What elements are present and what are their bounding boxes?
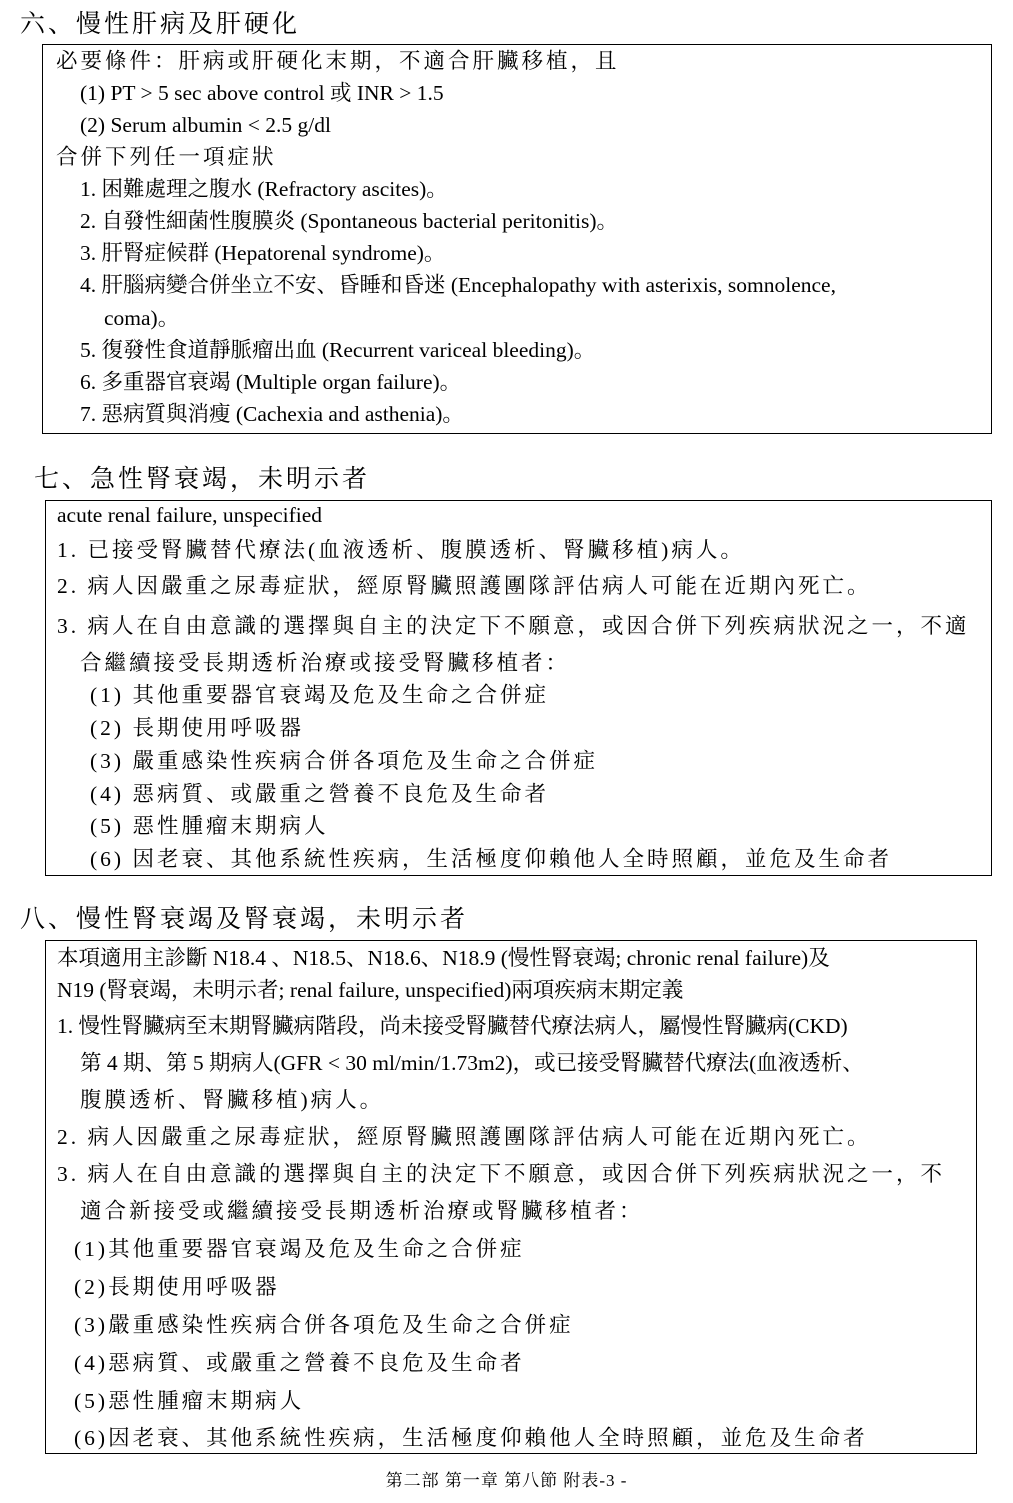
section-8-list-item-cont: 適合新接受或繼續接受長期透析治療或腎臟移植者： bbox=[80, 1199, 644, 1223]
section-7-sub-item: (2) 長期使用呼吸器 bbox=[90, 716, 304, 740]
section-6-list-item: 3. 肝腎症候群 (Hepatorenal syndrome)。 bbox=[80, 241, 446, 265]
section-8-sub-item: (5)惡性腫瘤末期病人 bbox=[74, 1389, 305, 1413]
section-8-line: N19 (腎衰竭，未明示者; renal failure, unspecified)兩項疾病末期定義 bbox=[57, 978, 684, 1002]
section-8-sub-item: (2)長期使用呼吸器 bbox=[74, 1275, 280, 1299]
section-8-list-item-cont: 第 4 期、第 5 期病人(GFR < 30 ml/min/1.73m2)，或已接受腎臟替代療法(血液透析、 bbox=[80, 1051, 864, 1075]
section-8-title: 八、慢性腎衰竭及腎衰竭，未明示者 bbox=[20, 906, 469, 933]
section-6-line: (1) PT > 5 sec above control 或 INR > 1.5 bbox=[80, 81, 444, 105]
section-7-list-item: 2. 病人因嚴重之尿毒症狀，經原腎臟照護團隊評估病人可能在近期內死亡。 bbox=[57, 574, 872, 598]
section-6-line: 必要條件：肝病或肝硬化末期，不適合肝臟移植，且 bbox=[56, 49, 620, 73]
section-6-list-item: 2. 自發性細菌性腹膜炎 (Spontaneous bacterial peritonitis)。 bbox=[80, 209, 619, 233]
section-6-title: 六、慢性肝病及肝硬化 bbox=[20, 11, 301, 38]
section-6-list-item: 4. 肝腦病變合併坐立不安、昏睡和昏迷 (Encephalopathy with asterixis, somnolence, bbox=[80, 273, 836, 297]
section-7-sub-item: (3) 嚴重感染性疾病合併各項危及生命之合併症 bbox=[90, 749, 598, 773]
section-7-sub-item: (4) 惡病質、或嚴重之營養不良危及生命者 bbox=[90, 782, 549, 806]
section-8-list-item: 1. 慢性腎臟病至末期腎臟病階段，尚未接受腎臟替代療法病人，屬慢性腎臟病(CKD) bbox=[57, 1014, 848, 1038]
section-7-sub-item: (1) 其他重要器官衰竭及危及生命之合併症 bbox=[90, 683, 549, 707]
section-8-list-item: 3. 病人在自由意識的選擇與自主的決定下不願意，或因合併下列疾病狀況之一，不 bbox=[57, 1162, 946, 1186]
section-7-list-item-cont: 合繼續接受長期透析治療或接受腎臟移植者： bbox=[80, 651, 571, 675]
page-footer: 第二部 第一章 第八節 附表-3 - bbox=[385, 1471, 628, 1490]
section-8-list-item-cont: 腹膜透析、腎臟移植)病人。 bbox=[80, 1088, 385, 1112]
section-7-list-item: 3. 病人在自由意識的選擇與自主的決定下不願意，或因合併下列疾病狀況之一，不適 bbox=[57, 614, 970, 638]
section-8-sub-item: (4)惡病質、或嚴重之營養不良危及生命者 bbox=[74, 1351, 525, 1375]
section-7-sub-item: (6) 因老衰、其他系統性疾病，生活極度仰賴他人全時照顧，並危及生命者 bbox=[90, 847, 892, 871]
section-7-line: acute renal failure, unspecified bbox=[57, 503, 323, 527]
section-6-line: (2) Serum albumin < 2.5 g/dl bbox=[80, 113, 331, 137]
section-8-sub-item: (6)因老衰、其他系統性疾病，生活極度仰賴他人全時照顧，並危及生命者 bbox=[74, 1426, 868, 1450]
section-8-sub-item: (1)其他重要器官衰竭及危及生命之合併症 bbox=[74, 1237, 525, 1261]
section-6-list-item: 5. 復發性食道靜脈瘤出血 (Recurrent variceal bleeding)。 bbox=[80, 338, 596, 362]
section-8-sub-item: (3)嚴重感染性疾病合併各項危及生命之合併症 bbox=[74, 1313, 574, 1337]
section-6-list-item-cont: coma)。 bbox=[104, 306, 180, 330]
section-7-sub-item: (5) 惡性腫瘤末期病人 bbox=[90, 814, 329, 838]
section-8-list-item: 2. 病人因嚴重之尿毒症狀，經原腎臟照護團隊評估病人可能在近期內死亡。 bbox=[57, 1125, 872, 1149]
section-6-line: 合併下列任一項症狀 bbox=[56, 145, 277, 169]
section-8-line: 本項適用主診斷 N18.4 、N18.5、N18.6、N18.9 (慢性腎衰竭; chronic renal failure)及 bbox=[57, 946, 830, 970]
section-6-list-item: 1. 困難處理之腹水 (Refractory ascites)。 bbox=[80, 177, 448, 201]
section-7-title: 七、急性腎衰竭，未明示者 bbox=[34, 466, 371, 493]
section-7-list-item: 1. 已接受腎臟替代療法(血液透析、腹膜透析、腎臟移植)病人。 bbox=[57, 538, 745, 562]
section-6-list-item: 6. 多重器官衰竭 (Multiple organ failure)。 bbox=[80, 370, 462, 394]
section-6-list-item: 7. 惡病質與消瘦 (Cachexia and asthenia)。 bbox=[80, 402, 464, 426]
